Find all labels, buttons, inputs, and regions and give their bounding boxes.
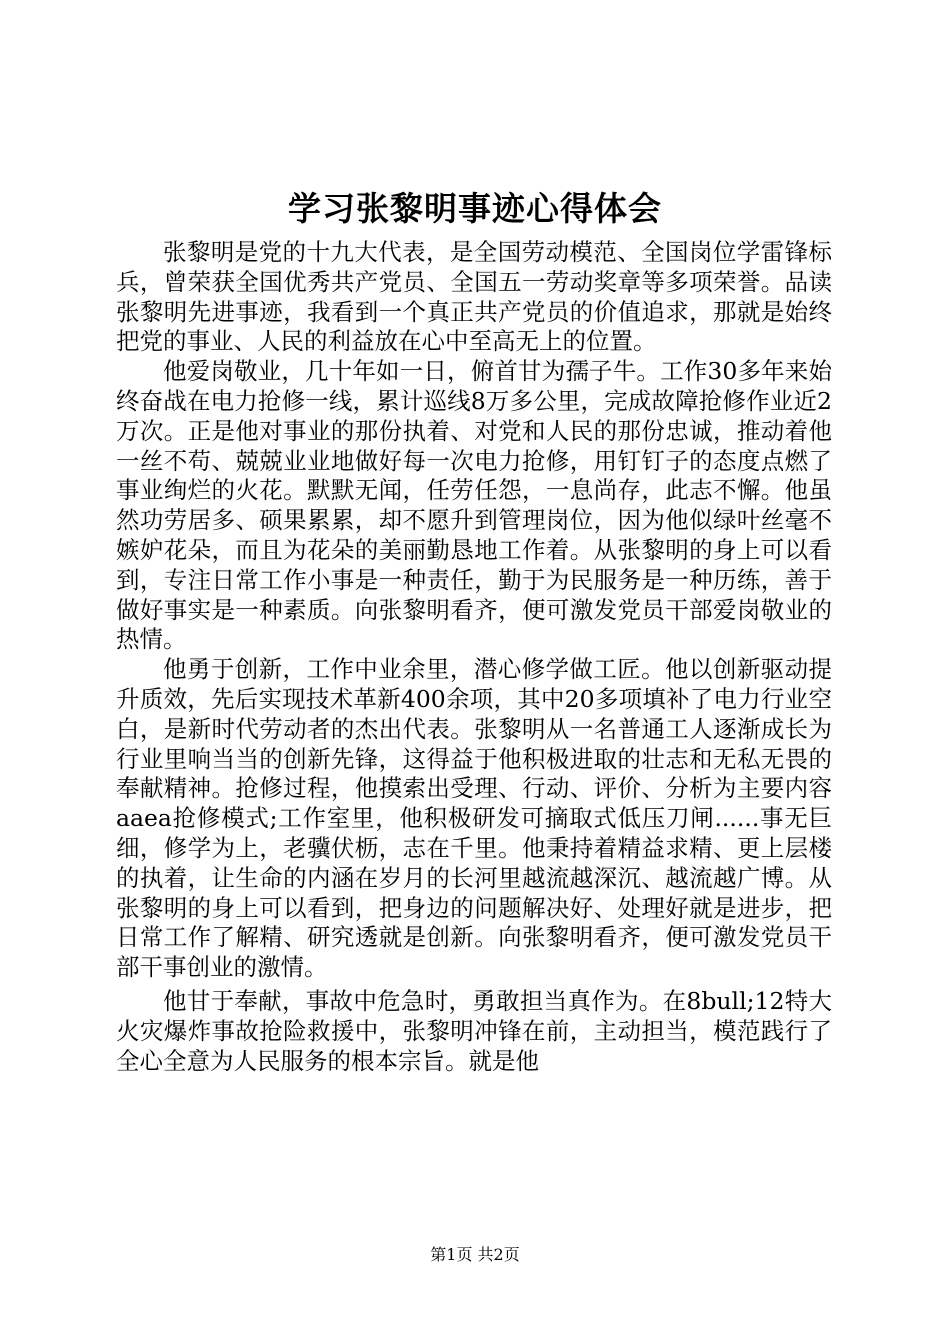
document-body [116, 238, 832, 1076]
paragraph-sacrifice: 他甘于奉献，事故中危急时，勇敢担当真作为。在8bull;12特大火灾爆炸事故抢险救援中，张黎明冲锋在前，主动担当，模范践行了全心全意为人民服务的根本宗旨。就是他 [116, 986, 832, 1075]
paragraph-innovation: 他勇于创新，工作中业余里，潜心修学做工匠。他以创新驱动提升质效，先后实现技术革新400余项，其中20多项填补了电力行业空白，是新时代劳动者的杰出代表。张黎明从一名普通工人逐渐成长为行业里响当当的创新先锋，这得益于他积极进取的壮志和无私无畏的奉献精神。抢修过程，他摸索出受理、行动、评价、分析为主要内容aaea抢修模式;工作室里，他积极研发可摘取式低压刀闸......事无巨细，修学为上，老骥伏枥，志在千里。他秉持着精益求精、更上层楼的执着，让生命的内涵在岁月的长河里越流越深沉、越流越广博。从张黎明的身上可以看到，把身边的问题解决好、处理好就是进步，把日常工作了解精、研究透就是创新。向张黎明看齐，便可激发党员干部干事创业的激情。 [116, 655, 832, 982]
paragraph-dedication: 他爱岗敬业，几十年如一日，俯首甘为孺子牛。工作30多年来始终奋战在电力抢修一线，累计巡线8万多公里，完成故障抢修作业近2万次。正是他对事业的那份执着、对党和人民的那份忠诚，推动着他一丝不苟、兢兢业业地做好每一次电力抢修，用钉钉子的态度点燃了事业绚烂的火花。默默无闻，任劳任怨，一息尚存，此志不懈。他虽然功劳居多、硕果累累，却不愿升到管理岗位，因为他似绿叶丝毫不嫉妒花朵，而且为花朵的美丽勤恳地工作着。从张黎明的身上可以看到，专注日常工作小事是一种责任，勤于为民服务是一种历练，善于做好事实是一种素质。向张黎明看齐，便可激发党员干部爱岗敬业的热情。 [116, 357, 832, 654]
page-number-footer: 第1页 共2页 [430, 1245, 520, 1264]
paragraph-intro: 张黎明是党的十九大代表，是全国劳动模范、全国岗位学雷锋标兵，曾荣获全国优秀共产党员、全国五一劳动奖章等多项荣誉。品读张黎明先进事迹，我看到一个真正共产党员的价值追求，那就是始终把党的事业、人民的利益放在心中至高无上的位置。 [116, 238, 832, 356]
document-title: 学习张黎明事迹心得体会 [288, 189, 662, 228]
